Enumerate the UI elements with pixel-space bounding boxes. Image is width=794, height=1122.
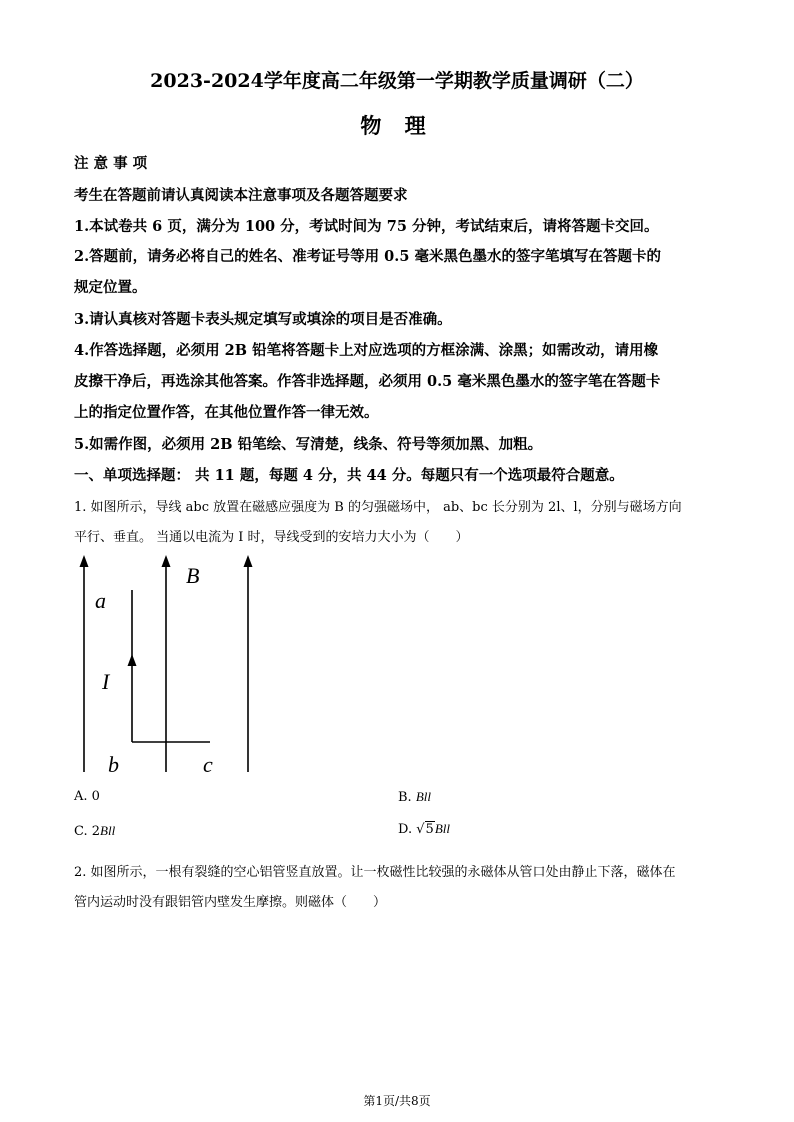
label-I: I [102,669,110,694]
field-arrow-right [244,555,253,567]
option-d [398,821,450,837]
question-1-line-1: 1. 如图所示，导线 abc 放置在磁感应强度为 B 的匀强磁场中， ab、bc 长分别为 2l、l，分别与磁场方向 [74,500,682,515]
option-b [398,789,431,805]
notice-item-5: 5.如需作图，必须用 2B 铅笔绘、写清楚，线条、符号等须加黑、加粗。 [74,436,543,453]
exam-title: 2023-2024学年度高二年级第一学期教学质量调研（二） [150,70,644,92]
notice-intro: 考生在答题前请认真阅读本注意事项及各题答题要求 [74,187,408,204]
field-arrow-middle [162,555,171,567]
question-1-figure [60,550,280,780]
label-a: a [95,588,106,613]
notice-item-2: 2.答题前，请务必将自己的姓名、准考证号等用 0.5 毫米黑色墨水的签字笔填写在答题卡的 [74,248,661,265]
page-footer: 第1页/共8页 [363,1094,431,1108]
sqrt-sign: √5 [416,822,434,837]
notice-item-4: 4.作答选择题，必须用 2B 铅笔将答题卡上对应选项的方框涂满、涂黑；如需改动，请用橡 [74,342,659,359]
option-c-prefix: C. 2 [74,824,101,839]
section-heading: 一、单项选择题： 共 11 题，每题 4 分，共 44 分。每题只有一个选项最符合题意。 [74,467,624,484]
option-b-prefix: B. [398,790,416,805]
option-b-value: Bll [415,789,431,804]
option-c [74,823,115,839]
notice-heading: 注 意 事 项 [74,155,148,172]
notice-item-4-cont2: 上的指定位置作答，在其他位置作答一律无效。 [74,404,379,421]
question-1-line-2: 平行、垂直。 当通以电流为 I 时，导线受到的安培力大小为（ ） [74,530,469,545]
label-B: B [186,563,200,588]
label-c: c [203,752,213,777]
notice-item-4-cont1: 皮擦干净后，再选涂其他答案。作答非选择题，必须用 0.5 毫米黑色墨水的签字笔在答题卡 [74,373,661,390]
option-a: A. 0 [74,789,100,804]
option-d-root: 5 [425,822,434,837]
current-arrow [128,654,137,666]
option-d-value: Bll [434,821,450,836]
label-b: b [108,752,119,777]
notice-item-3: 3.请认真核对答题卡表头规定填写或填涂的项目是否准确。 [74,311,452,328]
option-c-value: Bll [100,823,116,838]
notice-item-1: 1.本试卷共 6 页，满分为 100 分，考试时间为 75 分钟，考试结束后，请将答题卡交回。 [74,218,659,235]
question-2-line-2: 管内运动时没有跟铝管内壁发生摩擦。则磁体（ ） [74,895,387,910]
notice-item-2-cont: 规定位置。 [74,279,147,296]
subject-title: 物 理 [360,113,434,138]
field-arrow-left [80,555,89,567]
option-d-prefix: D. [398,822,417,837]
question-2-line-1: 2. 如图所示，一根有裂缝的空心铝管竖直放置。让一枚磁性比较强的永磁体从管口处由静止下落，磁体在 [74,865,676,880]
